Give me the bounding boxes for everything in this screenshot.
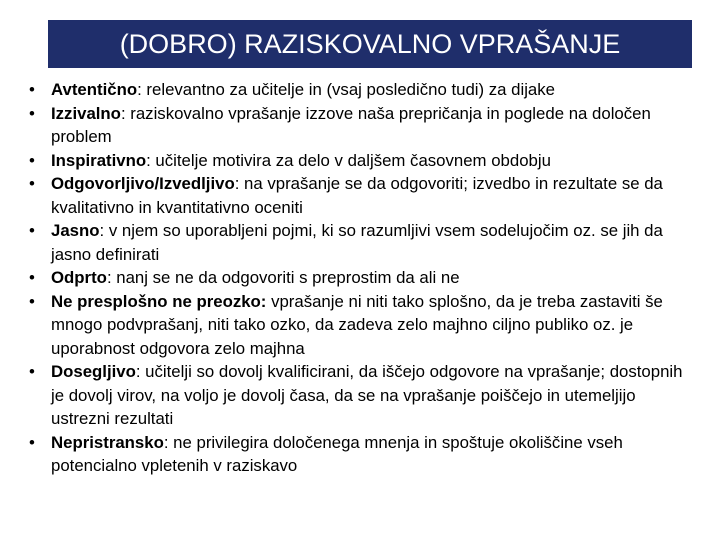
criterion-term: Odgovorljivo/Izvedljivo bbox=[51, 174, 235, 193]
criterion-term: Avtentično bbox=[51, 80, 138, 99]
criterion-term: Jasno bbox=[51, 221, 100, 240]
criterion-term: Ne presplošno ne preozko: bbox=[51, 291, 267, 311]
list-item bbox=[26, 266, 692, 290]
criterion-term: Inspirativno bbox=[51, 150, 147, 170]
criterion-description: : nanj se ne da odgovoriti s preprostim da ali ne bbox=[106, 268, 460, 287]
list-item bbox=[26, 219, 692, 266]
criterion-description: : učitelje motivira za delo v daljšem časovnem obdobju bbox=[146, 150, 551, 170]
criterion-term: Nepristransko bbox=[51, 432, 164, 452]
bullet-icon: • bbox=[29, 221, 35, 240]
list-item bbox=[26, 290, 692, 361]
bullet-icon: • bbox=[29, 268, 35, 287]
criterion-description: : učitelji so dovolj kvalificirani, da iščejo odgovore na vprašanje; dostopnih je dovolj virov, na voljo je dovolj časa, da se na vprašanje poiščejo in utemeljijo ustrezni rezultati bbox=[51, 362, 683, 428]
criterion-description: : na vprašanje se da odgovoriti; izvedbo in rezultate se da kvalitativno in kvantitativno oceniti bbox=[51, 174, 663, 217]
bullet-icon: • bbox=[29, 291, 35, 311]
slide-title: (DOBRO) RAZISKOVALNO VPRAŠANJE bbox=[48, 20, 692, 68]
criterion-term: Izzivalno bbox=[51, 103, 121, 123]
criterion-description: : raziskovalno vprašanje izzove naša prepričanja in poglede na določen problem bbox=[51, 103, 651, 146]
bullet-icon: • bbox=[29, 432, 35, 452]
list-item bbox=[26, 431, 692, 478]
bullet-icon: • bbox=[29, 103, 35, 123]
list-item bbox=[26, 172, 692, 219]
bullet-icon: • bbox=[29, 80, 35, 99]
list-item bbox=[26, 102, 692, 149]
bullet-icon: • bbox=[29, 150, 35, 170]
criterion-term: Odprto bbox=[51, 268, 107, 287]
list-item bbox=[26, 149, 692, 173]
criterion-description: vprašanje ni niti tako splošno, da je treba zastaviti še mnogo podvprašanj, niti tako ozko, da zadeva zelo majhno ciljno publiko oz. je uporabnost odgovora zelo majhna bbox=[51, 291, 663, 358]
criterion-term: Dosegljivo bbox=[51, 362, 136, 381]
list-item bbox=[26, 360, 692, 431]
criterion-description: : relevantno za učitelje in (vsaj posledično tudi) za dijake bbox=[137, 80, 555, 99]
criterion-description: : ne privilegira določenega mnenja in spoštuje okoliščine vseh potencialno vpletenih v raziskavo bbox=[51, 432, 623, 475]
list-item bbox=[26, 78, 692, 102]
criteria-list bbox=[26, 78, 692, 478]
bullet-icon: • bbox=[29, 174, 35, 193]
bullet-icon: • bbox=[29, 362, 35, 381]
criterion-description: : v njem so uporabljeni pojmi, ki so razumljivi vsem sodelujočim oz. se jih da jasno definirati bbox=[51, 221, 663, 264]
